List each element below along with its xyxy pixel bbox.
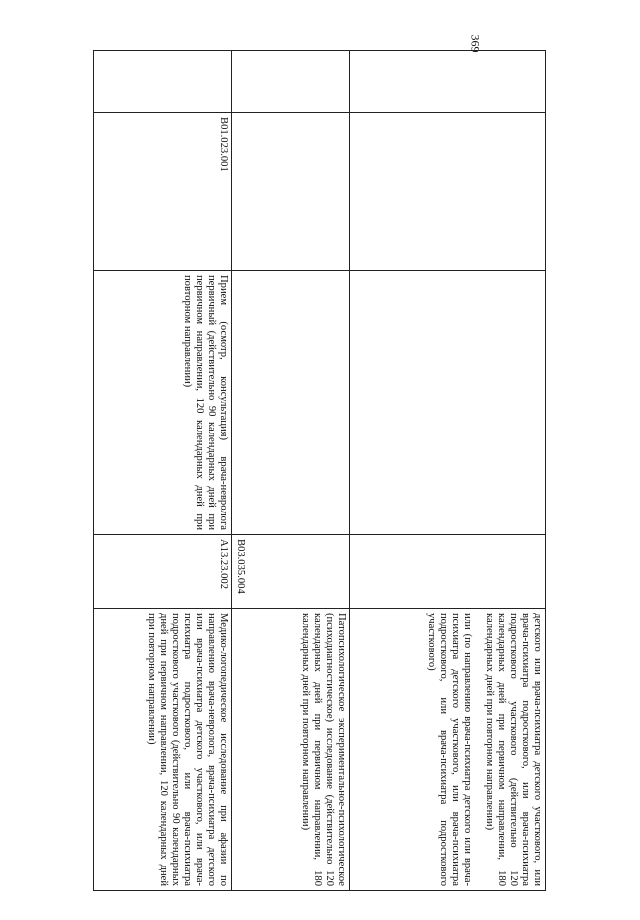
table-row	[94, 51, 232, 891]
page-number: 369	[468, 34, 483, 53]
row3-col5-cell	[94, 609, 232, 891]
row1-text-paragraph: или (по направлению врача-психиатра детского или врача-психиатра детского участкового, или врача-психиатра подросткового, или врача-психиатра подросткового участкового)	[426, 613, 473, 886]
services-table	[93, 50, 546, 891]
row3-text-paragraph: Медико-логопедическое исследование при афазии по направлению врача-невролога, врача-психиатра детского или врача-психиатра детского участкового, или врача-психиатра подросткового, или врача-психиатра подросткового участкового (действительно 90 календарных дней при первичном направлении, 120 календарных дней при повторном направлении)	[146, 613, 229, 886]
table-row	[232, 51, 350, 891]
row1-text-paragraph: детского или врача-психиатра детского участкового, или врача-психиатра подросткового, или врача-психиатра подросткового участкового (действительно 120 календарных дней при первичном направлении, 180 календарных дней при повторном направлении)	[484, 613, 543, 886]
row2-text-paragraph: Патопсихологическое экспериментальное-психологическое (психодиагностическое) исследование (действительно 120 календарных дней при первичном направлении, 180 календарных дней при повторном направлении)	[300, 613, 347, 886]
row3-service-name: Прием (осмотр, консультация) врача-невролога первичный (действительно 90 календарных дней при первичном направлении, 120 календарных дней при повторном направлении)	[94, 271, 232, 535]
row2-col3-cell	[232, 271, 350, 535]
row1-col3-cell	[350, 271, 546, 535]
row1-col5-cell	[350, 609, 546, 891]
row2-col1-cell	[232, 51, 350, 113]
row3-col1-cell	[94, 51, 232, 113]
table-row	[350, 51, 546, 891]
row3-referral-code: A13.23.002	[94, 535, 232, 609]
row2-service-code: B03.035.004	[232, 535, 350, 609]
row3-service-code: B01.023.001	[94, 113, 232, 271]
row1-col1-cell	[350, 51, 546, 113]
row1-col2-cell	[350, 113, 546, 271]
row2-col2-cell	[232, 113, 350, 271]
services-table-wrapper	[94, 50, 546, 890]
row2-col5-cell	[232, 609, 350, 891]
row1-col4-cell	[350, 535, 546, 609]
